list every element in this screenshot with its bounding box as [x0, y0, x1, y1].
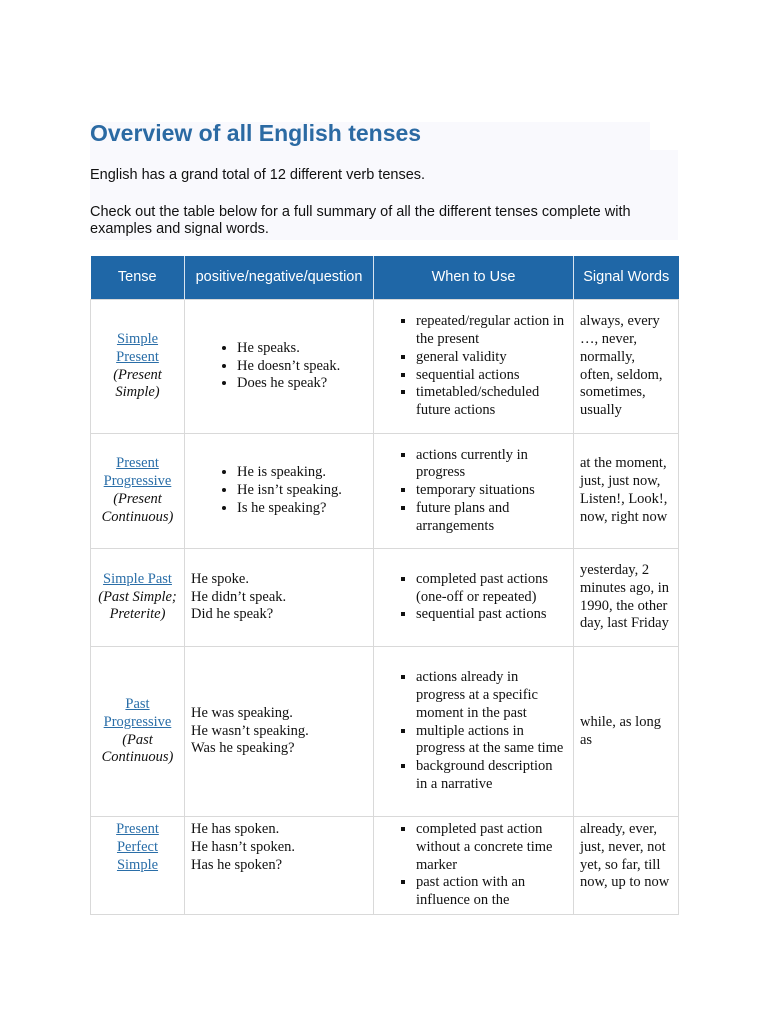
uses-cell	[374, 647, 574, 817]
uses-cell	[374, 549, 574, 647]
uses-cell	[374, 434, 574, 549]
use-item: ▪ actions already in progress at a specific moment in the past	[416, 669, 567, 722]
table-header-row	[91, 256, 679, 300]
example-line: He was speaking.	[191, 704, 293, 721]
example-item: • He is speaking.	[237, 464, 367, 482]
tense-alt-name: (Present Simple)	[113, 366, 162, 401]
example-line: Did he speak?	[191, 606, 274, 623]
tense-cell	[91, 434, 185, 549]
table-row	[91, 817, 679, 915]
example-line: He has spoken.	[191, 821, 280, 837]
use-item: ▪ actions currently in progress	[416, 447, 567, 483]
use-item: ▪ repeated/regular action in the present	[416, 313, 567, 349]
use-item: ▪ past action with an influence on the	[416, 874, 567, 910]
tense-link[interactable]: Simple Present	[116, 330, 159, 365]
signal-words-cell: always, every …, never, normally, often, seldom, sometimes, usually	[574, 300, 679, 434]
signal-words-cell: at the moment, just, just now, Listen!, Look!, now, right now	[574, 434, 679, 549]
tense-cell	[91, 817, 185, 915]
header-when-to-use: When to Use	[374, 256, 574, 300]
example-line: Was he speaking?	[191, 740, 295, 757]
table-row	[91, 549, 679, 647]
signal-words-cell: already, ever, just, never, not yet, so far, till now, up to now	[574, 817, 679, 915]
use-item: ▪ sequential actions	[416, 367, 567, 385]
example-item: • Does he speak?	[237, 375, 367, 393]
signal-words-cell: yesterday, 2 minutes ago, in 1990, the other day, last Friday	[574, 549, 679, 647]
tense-alt-name: (Past Simple; Preterite)	[98, 588, 177, 623]
example-line: He didn’t speak.	[191, 588, 287, 605]
example-line: He hasn’t spoken.	[191, 838, 296, 855]
header-forms: positive/negative/question	[185, 256, 374, 300]
use-item: ▪ completed past action without a concrete time marker	[416, 821, 567, 874]
summary-paragraph: Check out the table below for a full summary of all the different tenses complete with examples and signal words.	[90, 204, 631, 237]
example-line: Has he spoken?	[191, 856, 283, 873]
example-item: • Is he speaking?	[237, 500, 367, 518]
example-item: • He doesn’t speak.	[237, 358, 367, 376]
tense-link[interactable]: Present Perfect Simple	[116, 821, 159, 873]
use-item: ▪ general validity	[416, 349, 567, 367]
tense-link[interactable]: Simple Past	[103, 570, 172, 587]
example-item: • He speaks.	[237, 340, 367, 358]
example-line: He wasn’t speaking.	[191, 722, 309, 739]
table-row	[91, 434, 679, 549]
examples-cell	[185, 434, 374, 549]
tense-link[interactable]: Past Progressive	[103, 695, 172, 730]
use-item: ▪ completed past actions (one-off or repeated)	[416, 571, 567, 607]
example-item: • He isn’t speaking.	[237, 482, 367, 500]
header-signal-words: Signal Words	[574, 256, 679, 300]
tense-cell	[91, 647, 185, 817]
use-item: ▪ future plans and arrangements	[416, 500, 567, 536]
table-row	[91, 647, 679, 817]
use-item: ▪ timetabled/scheduled future actions	[416, 384, 567, 420]
tense-alt-name: (Present Continuous)	[101, 491, 174, 525]
use-item: ▪ temporary situations	[416, 482, 567, 500]
tense-cell	[91, 300, 185, 434]
examples-cell	[185, 300, 374, 434]
tenses-table	[90, 256, 679, 915]
examples-cell	[185, 817, 374, 915]
tense-link[interactable]: Present Progressive	[103, 455, 172, 490]
use-item: ▪ multiple actions in progress at the same time	[416, 723, 567, 759]
uses-cell	[374, 817, 574, 915]
uses-cell	[374, 300, 574, 434]
examples-cell	[185, 647, 374, 817]
examples-cell	[185, 549, 374, 647]
use-item: ▪ sequential past actions	[416, 606, 567, 624]
intro-paragraph: English has a grand total of 12 different verb tenses.	[90, 167, 426, 183]
example-line: He spoke.	[191, 570, 249, 587]
tense-alt-name: (Past Continuous)	[101, 731, 174, 766]
page-title: Overview of all English tenses	[90, 120, 422, 146]
tense-cell	[91, 549, 185, 647]
signal-words-cell: while, as long as	[574, 647, 679, 817]
use-item: ▪ background description in a narrative	[416, 758, 567, 794]
table-row	[91, 300, 679, 434]
header-tense: Tense	[91, 256, 185, 300]
